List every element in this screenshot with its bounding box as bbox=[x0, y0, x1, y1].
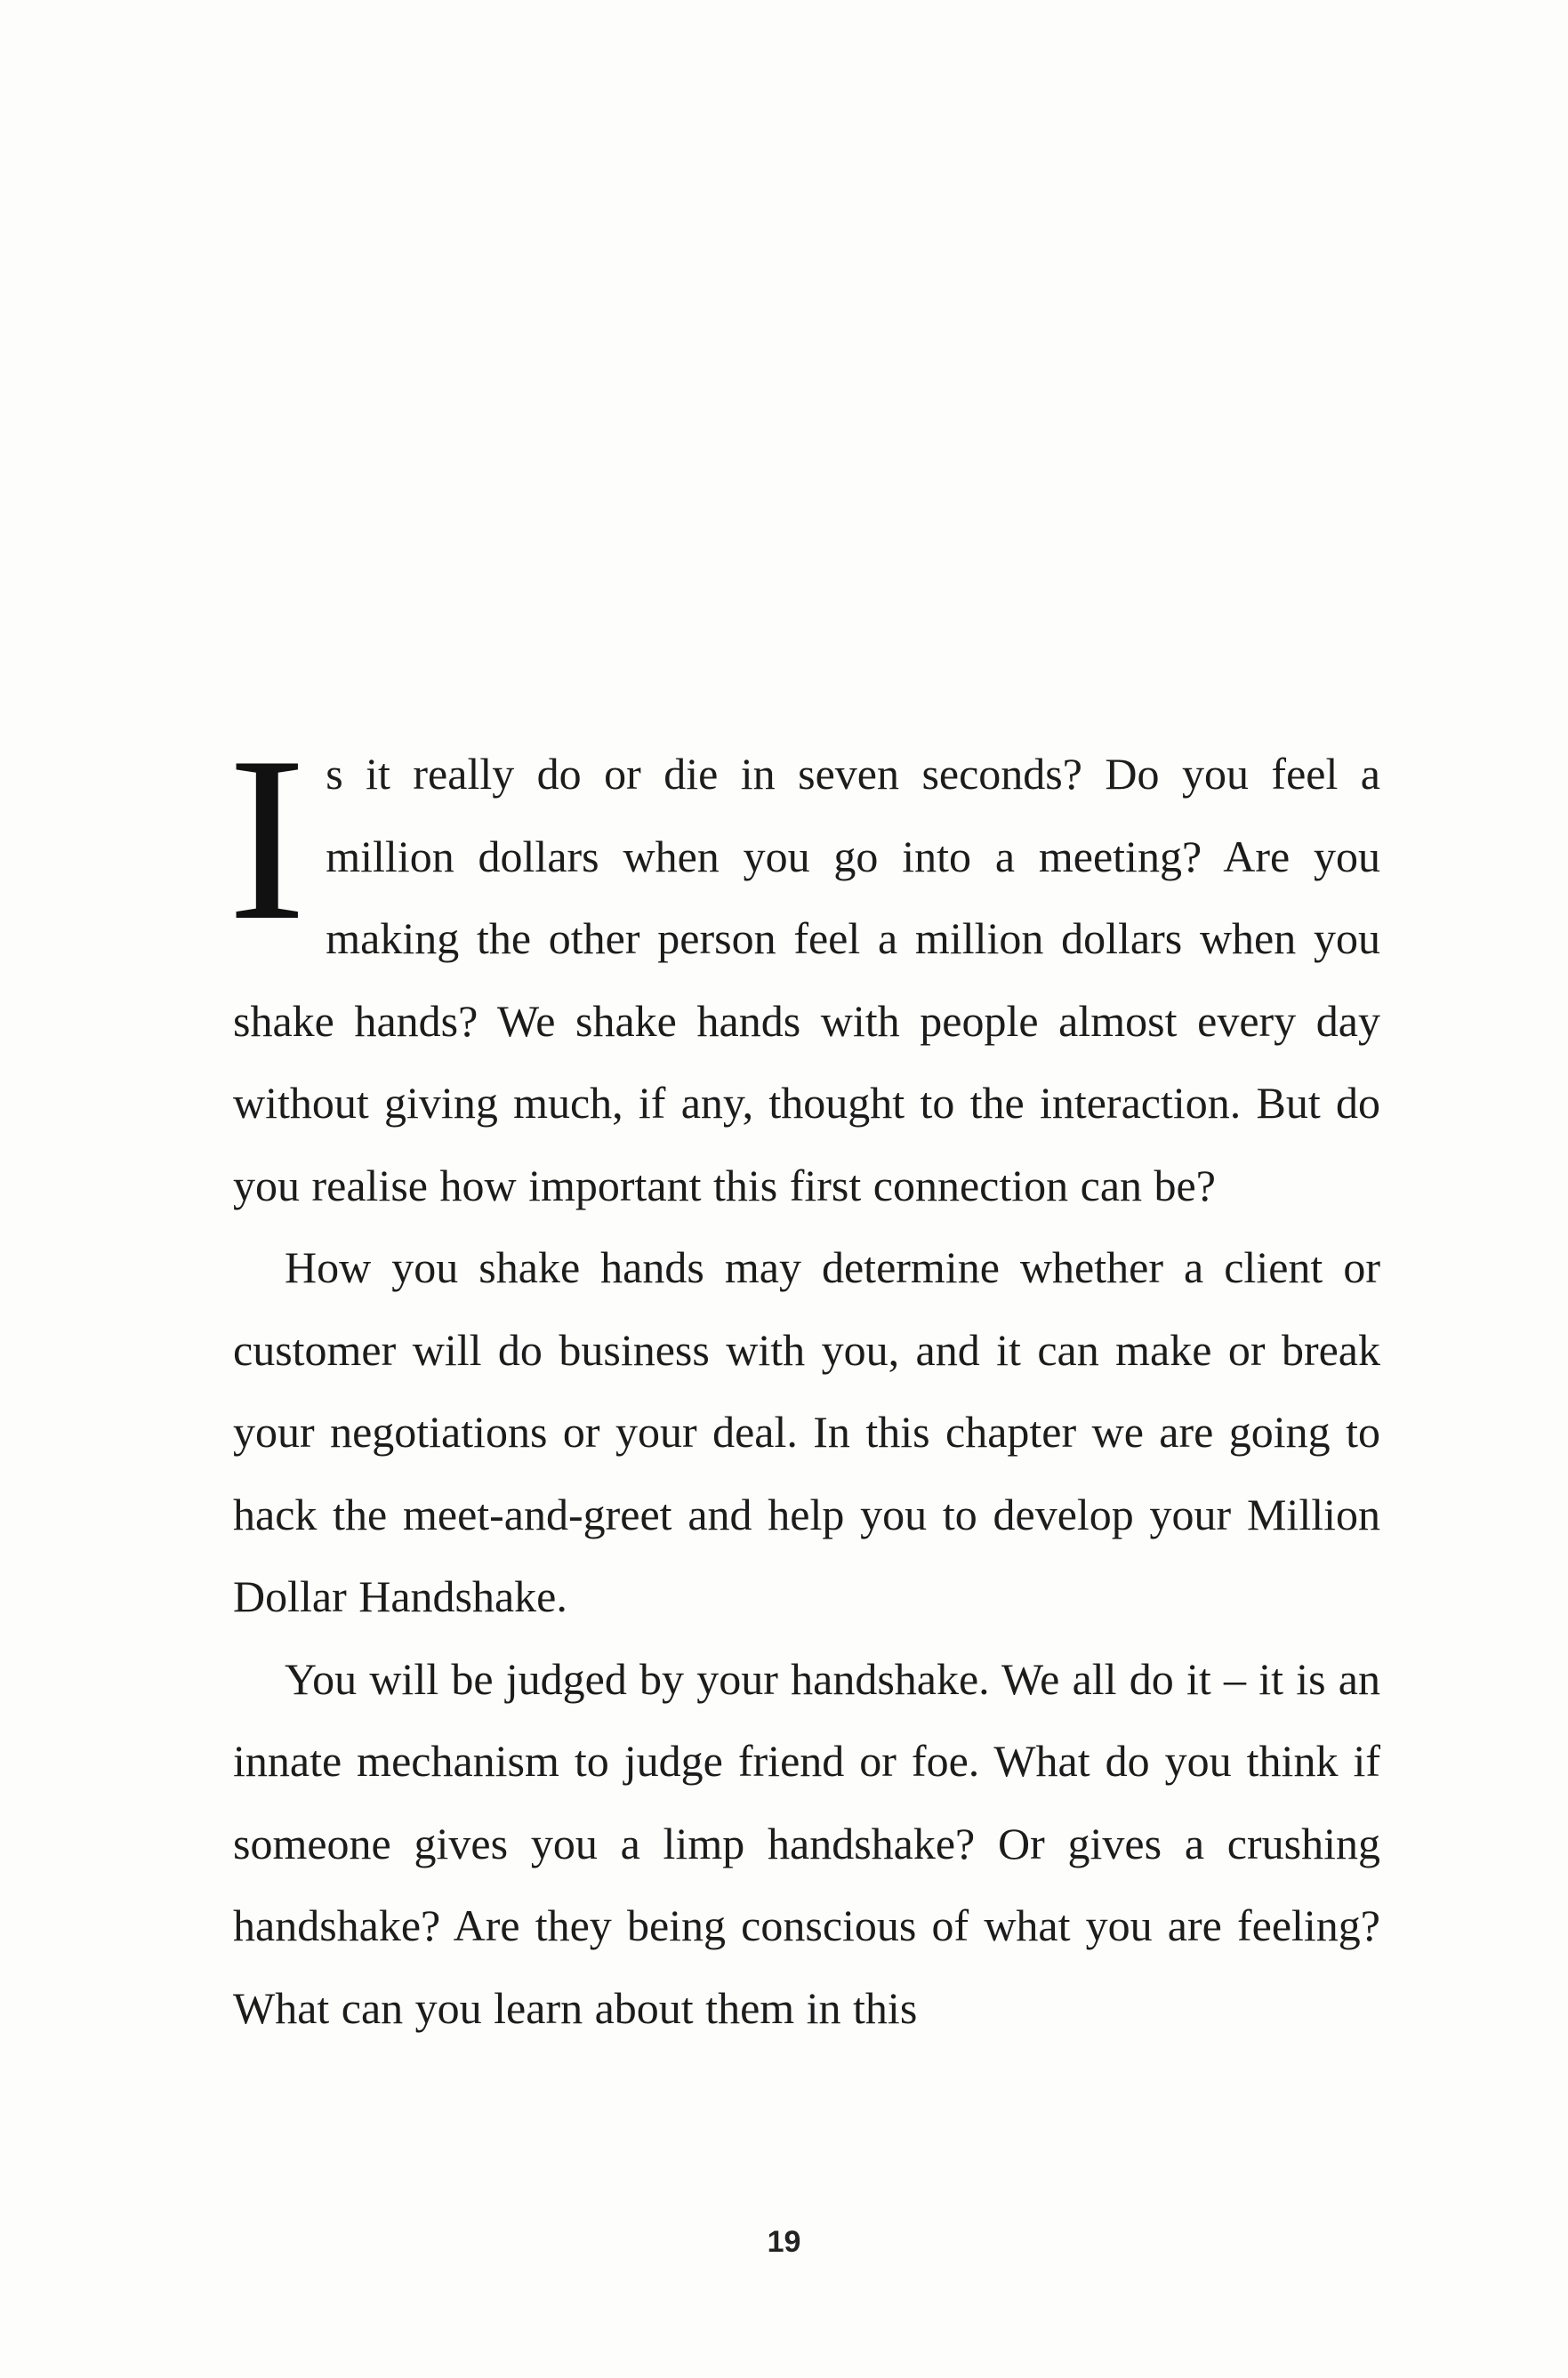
body-text bbox=[228, 709, 1380, 2049]
opening-paragraph bbox=[228, 709, 1380, 1226]
paragraph: You will be judged by your handshake. We all do it – it is an innate mechanism to judge friend or foe. What do you think if someone gives you a limp handshake? Or gives a crushing handshake? Are they being conscious of what you are feeling? What can you learn about them in this bbox=[233, 1653, 1380, 2033]
paragraph-text: s it really do or die in seven seconds? Do you feel a million dollars when you go into a meeting? Are you making the other person feel a million dollars when you shake hands? We shake hands with people almost every day without giving much, if any, thought to the interaction. But do you realise how important this first connection can be? bbox=[233, 749, 1380, 1210]
drop-cap: I bbox=[228, 709, 307, 969]
page-number: 19 bbox=[767, 2225, 801, 2259]
paragraph: How you shake hands may determine whether a client or customer will do business with you, and it can make or break your negotiations or your deal. In this chapter we are going to hack the meet-and-greet and help you to develop your Million Dollar Handshake. bbox=[233, 1242, 1380, 1621]
